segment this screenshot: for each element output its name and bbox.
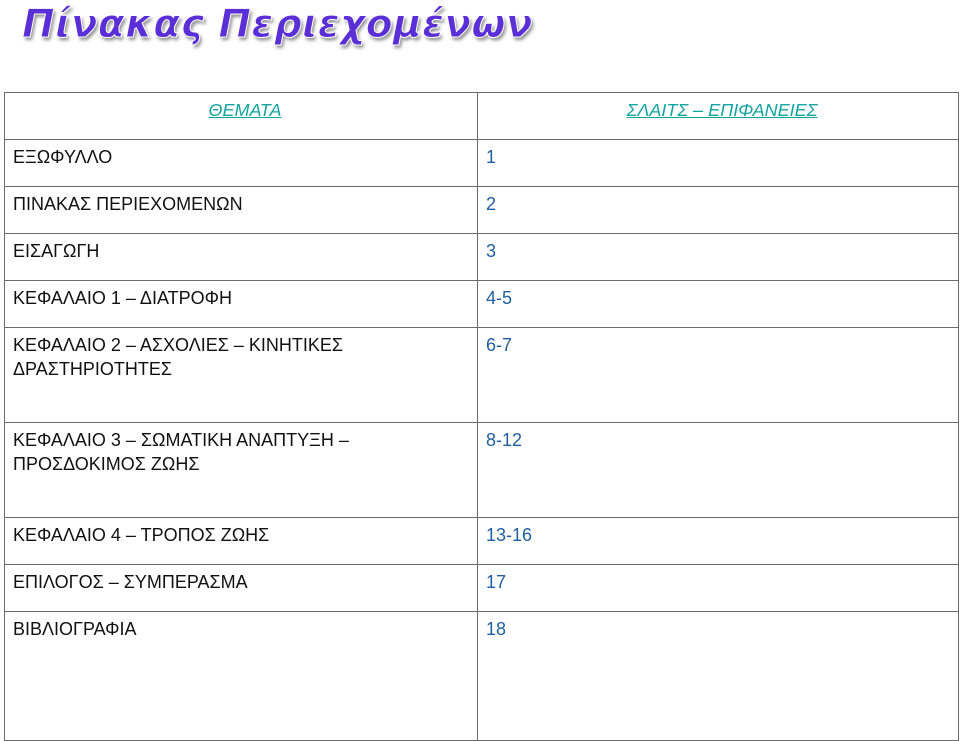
table-row <box>5 518 959 565</box>
row-topic: ΕΠΙΛΟΓΟΣ – ΣΥΜΠΕΡΑΣΜΑ <box>5 565 478 612</box>
row-page: 17 <box>478 565 959 612</box>
row-topic: ΚΕΦΑΛΑΙΟ 4 – ΤΡΟΠΟΣ ΖΩΗΣ <box>5 518 478 565</box>
header-topics: ΘΕΜΑΤΑ <box>5 93 478 140</box>
row-page: 8-12 <box>478 423 959 518</box>
row-topic: ΚΕΦΑΛΑΙΟ 1 – ΔΙΑΤΡΟΦΗ <box>5 281 478 328</box>
table-row <box>5 423 959 518</box>
table-of-contents <box>4 92 959 741</box>
row-topic: ΕΙΣΑΓΩΓΗ <box>5 234 478 281</box>
table-row <box>5 281 959 328</box>
table-row <box>5 565 959 612</box>
row-page: 4-5 <box>478 281 959 328</box>
header-slides: ΣΛΑΙΤΣ – ΕΠΙΦΑΝΕΙΕΣ <box>478 93 959 140</box>
row-topic: ΒΙΒΛΙΟΓΡΑΦΙΑ <box>5 612 478 741</box>
table-row <box>5 234 959 281</box>
page-title: Πίνακας Περιεχομένων <box>22 2 533 47</box>
row-page: 3 <box>478 234 959 281</box>
table-header-row <box>5 93 959 140</box>
row-page: 13-16 <box>478 518 959 565</box>
row-topic: ΠΙΝΑΚΑΣ ΠΕΡΙΕΧΟΜΕΝΩΝ <box>5 187 478 234</box>
row-page: 6-7 <box>478 328 959 423</box>
row-topic: ΚΕΦΑΛΑΙΟ 2 – ΑΣΧΟΛΙΕΣ – ΚΙΝΗΤΙΚΕΣ ΔΡΑΣΤΗΡΙΟΤΗΤΕΣ <box>5 328 478 423</box>
table-row <box>5 140 959 187</box>
row-page: 1 <box>478 140 959 187</box>
row-page: 18 <box>478 612 959 741</box>
row-topic: ΕΞΩΦΥΛΛΟ <box>5 140 478 187</box>
table-row <box>5 328 959 423</box>
row-topic: ΚΕΦΑΛΑΙΟ 3 – ΣΩΜΑΤΙΚΗ ΑΝΑΠΤΥΞΗ – ΠΡΟΣΔΟΚΙΜΟΣ ΖΩΗΣ <box>5 423 478 518</box>
row-page: 2 <box>478 187 959 234</box>
table-row <box>5 612 959 741</box>
table-row <box>5 187 959 234</box>
